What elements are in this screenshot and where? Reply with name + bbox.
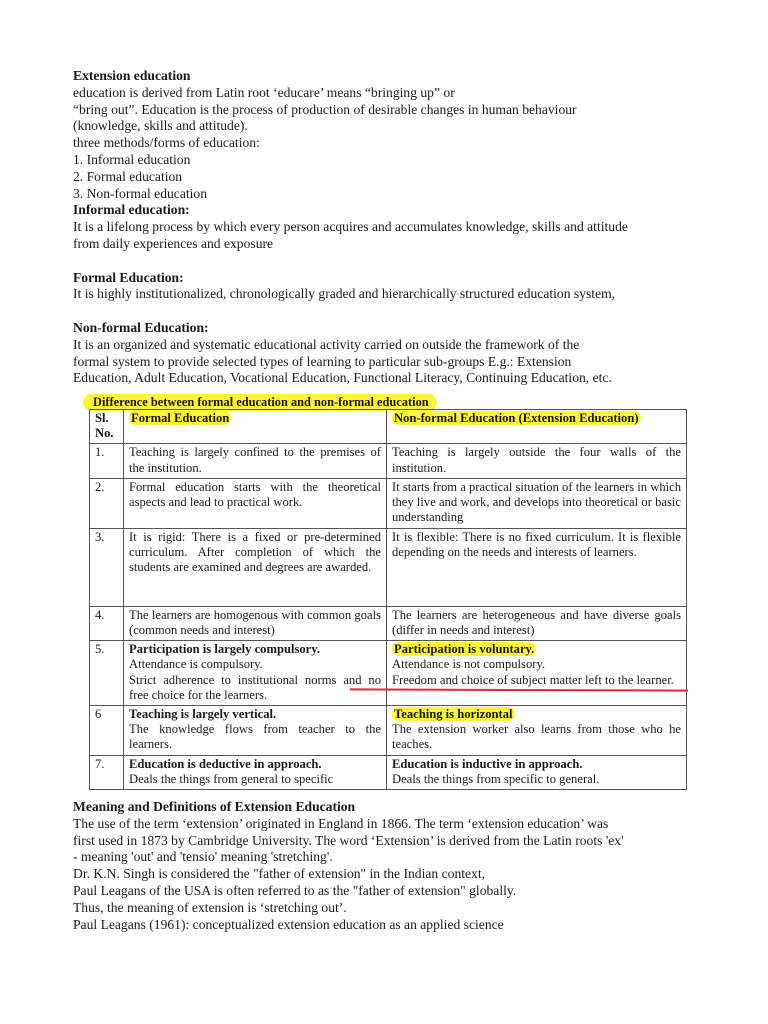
header-sl-no: Sl. No.: [90, 410, 124, 444]
nonformal-text: Education, Adult Education, Vocational Education, Functional Literacy, Continuing Education, etc.: [73, 370, 612, 386]
nonformal-cell: The learners are heterogeneous and have diverse goals (differ in needs and interest): [387, 606, 687, 640]
nonformal-cell: It starts from a practical situation of the learners in which they live and work, and develops into theoretical or basic understanding: [387, 478, 687, 528]
meaning-line: first used in 1873 by Cambridge University. The word ‘Extension’ is derived from the Latin roots 'ex': [73, 832, 624, 848]
formal-cell: The learners are homogenous with common goals (common needs and interest): [124, 606, 387, 640]
table-row: [90, 606, 687, 640]
nonformal-cell: Participation is voluntary. Attendance is not compulsory. Freedom and choice of subject matter left to the learner.: [387, 641, 687, 706]
informal-text: It is a lifelong process by which every person acquires and accumulates knowledge, skills and attitude: [73, 219, 628, 235]
nonformal-cell: Teaching is horizontal The extension worker also learns from those who he teaches.: [387, 706, 687, 756]
table-row: [90, 706, 687, 756]
table-row: [90, 528, 687, 606]
informal-heading: Informal education:: [73, 202, 190, 218]
nonformal-cell: Education is inductive in approach. Deals the things from specific to general.: [387, 755, 687, 789]
row-number: 3.: [90, 528, 124, 606]
formal-text: It is highly institutionalized, chronologically graded and hierarchically structured education system,: [73, 286, 616, 302]
title-extension-education: Extension education: [73, 68, 191, 83]
intro-line: “bring out”. Education is the process of production of desirable changes in human behaviour: [73, 101, 577, 117]
formal-cell: Participation is largely compulsory. Attendance is compulsory. Strict adherence to institutional norms and no free choice for the learners.: [124, 641, 387, 706]
row-number: 1.: [90, 444, 124, 478]
header-nonformal: Non-formal Education (Extension Education): [387, 410, 687, 444]
row-number: 7.: [90, 755, 124, 789]
intro-line: three methods/forms of education:: [73, 135, 260, 151]
nonformal-text: It is an organized and systematic educational activity carried on outside the framework of the: [73, 336, 580, 352]
header-formal: Formal Education: [124, 410, 387, 444]
table-caption: Difference between formal education and non-formal education: [83, 394, 437, 411]
nonformal-heading: Non-formal Education:: [73, 319, 209, 335]
row-number: 5.: [90, 641, 124, 706]
row-number: 2.: [90, 478, 124, 528]
intro-list-item: 1. Informal education: [73, 151, 191, 167]
comparison-table: [89, 409, 687, 790]
meaning-line: The use of the term ‘extension’ originated in England in 1866. The term ‘extension education’ was: [73, 815, 609, 831]
formal-cell: Formal education starts with the theoretical aspects and lead to practical work.: [124, 478, 387, 528]
informal-text: from daily experiences and exposure: [73, 235, 274, 251]
nonformal-cell: It is flexible: There is no fixed curriculum. It is flexible depending on the needs and interests of learners.: [387, 528, 687, 606]
intro-line: education is derived from Latin root ‘educare’ means “bringing up” or: [73, 84, 455, 100]
formal-cell: Teaching is largely confined to the premises of the institution.: [124, 444, 387, 478]
meaning-line: - meaning 'out' and 'tensio' meaning 'stretching'.: [73, 849, 333, 865]
table-header-row: [90, 410, 687, 444]
nonformal-text: formal system to provide selected types of learning to particular sub-groups E.g.: Extension: [73, 353, 572, 369]
meaning-line: Paul Leagans (1961): conceptualized extension education as an applied science: [73, 916, 504, 932]
meaning-line: Dr. K.N. Singh is considered the "father of extension" in the Indian context,: [73, 866, 486, 882]
meaning-line: Thus, the meaning of extension is ‘stretching out’.: [73, 899, 347, 915]
intro-list-item: 2. Formal education: [73, 168, 183, 184]
table-row: [90, 444, 687, 478]
meaning-line: Paul Leagans of the USA is often referred to as the "father of extension" globally.: [73, 882, 517, 898]
formal-heading: Formal Education:: [73, 269, 184, 285]
intro-list-item: 3. Non-formal education: [73, 185, 208, 201]
row-number: 4.: [90, 606, 124, 640]
table-row: [90, 478, 687, 528]
document-body: [73, 68, 703, 387]
formal-cell: It is rigid: There is a fixed or pre-determined curriculum. After completion of which the students are examined and degrees are awarded.: [124, 528, 387, 606]
formal-cell: Teaching is largely vertical. The knowledge flows from teacher to the learners.: [124, 706, 387, 756]
row-number: 6: [90, 706, 124, 756]
intro-line: (knowledge, skills and attitude).: [73, 118, 248, 134]
formal-cell: Education is deductive in approach. Deals the things from general to specific: [124, 755, 387, 789]
nonformal-cell: Teaching is largely outside the four walls of the institution.: [387, 444, 687, 478]
meaning-section: [73, 799, 713, 933]
table-row: [90, 641, 687, 706]
meaning-heading: Meaning and Definitions of Extension Education: [73, 799, 356, 814]
table-row: [90, 755, 687, 789]
